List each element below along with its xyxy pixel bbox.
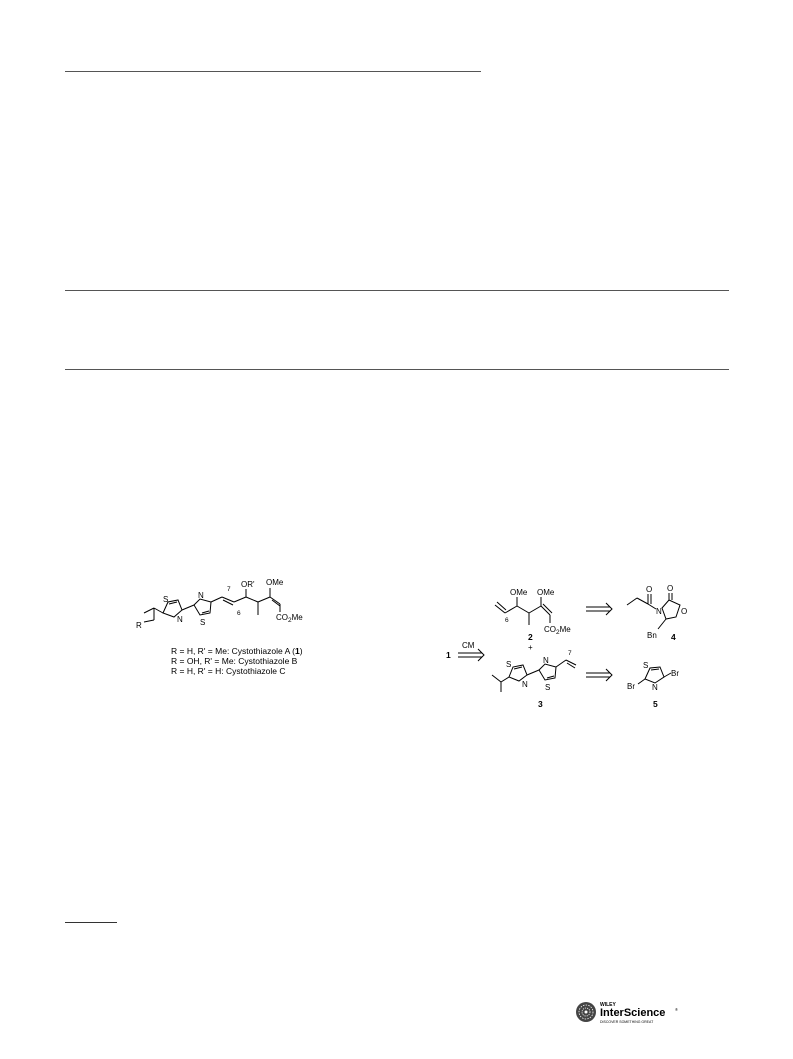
bond: [182, 605, 194, 610]
compound-number-3: 3: [538, 699, 543, 709]
bond: [497, 602, 506, 610]
bond: [169, 602, 177, 604]
plus-sign: +: [528, 643, 533, 652]
atom-N: N: [198, 591, 204, 600]
bond: [543, 604, 552, 613]
bond: [514, 667, 522, 669]
caption-line-1: R = H, R' = Me: Cystothiazole A (1): [171, 646, 303, 656]
atom-S: S: [506, 660, 512, 669]
bond: [651, 669, 659, 670]
bond: [246, 597, 258, 602]
bond: [627, 598, 637, 605]
oxazolidinone-ring: [662, 600, 680, 619]
position-6: 6: [237, 610, 241, 617]
caption-line-2: R = OH, R' = Me: Cystothiazole B: [171, 656, 298, 666]
atom-O: O: [681, 607, 688, 616]
bond: [541, 606, 550, 615]
atom-OMe: OMe: [537, 588, 555, 597]
atom-N: N: [177, 615, 183, 624]
atom-Br: Br: [627, 682, 635, 691]
bond: [527, 670, 539, 675]
cm-label: CM: [462, 641, 475, 650]
compound-number-1: 1: [446, 650, 451, 660]
atom-Bn: Bn: [647, 631, 657, 640]
position-7: 7: [227, 586, 231, 593]
bond: [658, 619, 666, 629]
compound-number-5: 5: [653, 699, 658, 709]
position-6: 6: [505, 617, 509, 624]
wiley-interscience-logo: [574, 998, 694, 1028]
atom-S: S: [643, 661, 649, 670]
atom-S: S: [545, 683, 551, 692]
atom-OR: OR': [241, 580, 255, 589]
atom-OMe: OMe: [510, 588, 528, 597]
atom-R: R: [136, 621, 142, 630]
bond: [144, 620, 154, 622]
bond: [258, 597, 270, 602]
logo-tagline: DISCOVER SOMETHING GREAT: [600, 1020, 654, 1024]
atom-O: O: [646, 585, 653, 594]
bond: [211, 597, 222, 602]
bond: [222, 597, 234, 602]
compound-number-2: 2: [528, 632, 533, 642]
retro-arrow-head: [478, 649, 484, 661]
bond: [144, 608, 154, 613]
header-rule: [65, 71, 481, 72]
atom-CO2Me: $CO_2Me$: [544, 625, 571, 636]
footnote-rule: [65, 922, 117, 923]
atom-S: S: [200, 618, 206, 627]
retrosynthesis-scheme: [440, 575, 720, 730]
bond: [270, 597, 280, 604]
bond: [501, 677, 509, 682]
bond: [492, 675, 501, 682]
atom-N: N: [652, 683, 658, 692]
retro-arrow-head: [606, 669, 612, 681]
section-rule-bottom: [65, 369, 729, 370]
bond: [648, 604, 656, 609]
thiazole-ring-1: [509, 665, 527, 681]
atom-OMe: OMe: [266, 578, 284, 587]
bond: [517, 606, 529, 613]
atom-S: S: [163, 595, 169, 604]
bond: [234, 597, 246, 602]
section-rule-top: [65, 290, 729, 291]
logo-wiley: WILEY: [600, 1002, 616, 1008]
globe-icon: [576, 1002, 596, 1022]
logo-interscience: InterScience: [600, 1007, 666, 1019]
bond: [529, 606, 541, 613]
logo-registered: ®: [675, 1007, 678, 1012]
bond: [505, 606, 517, 613]
atom-O: O: [667, 584, 674, 593]
atom-CO2Me: $CO_2Me$: [276, 613, 303, 624]
bond: [637, 598, 648, 604]
caption-line-3: R = H, R' = H: Cystothiazole C: [171, 666, 286, 676]
bond: [556, 660, 566, 667]
bond: [495, 605, 505, 613]
figure-cystothiazole-structure: [130, 575, 330, 685]
bond: [638, 679, 645, 684]
bond: [566, 660, 576, 665]
atom-N: N: [543, 656, 549, 665]
compound-number-4: 4: [671, 632, 676, 642]
atom-Br: Br: [671, 669, 679, 678]
bond: [664, 673, 671, 677]
position-7: 7: [568, 650, 572, 657]
atom-N: N: [522, 680, 528, 689]
bond: [547, 676, 554, 678]
bond: [202, 611, 209, 613]
atom-N: N: [656, 607, 662, 616]
bond: [154, 608, 163, 613]
retro-arrow-head: [606, 603, 612, 615]
